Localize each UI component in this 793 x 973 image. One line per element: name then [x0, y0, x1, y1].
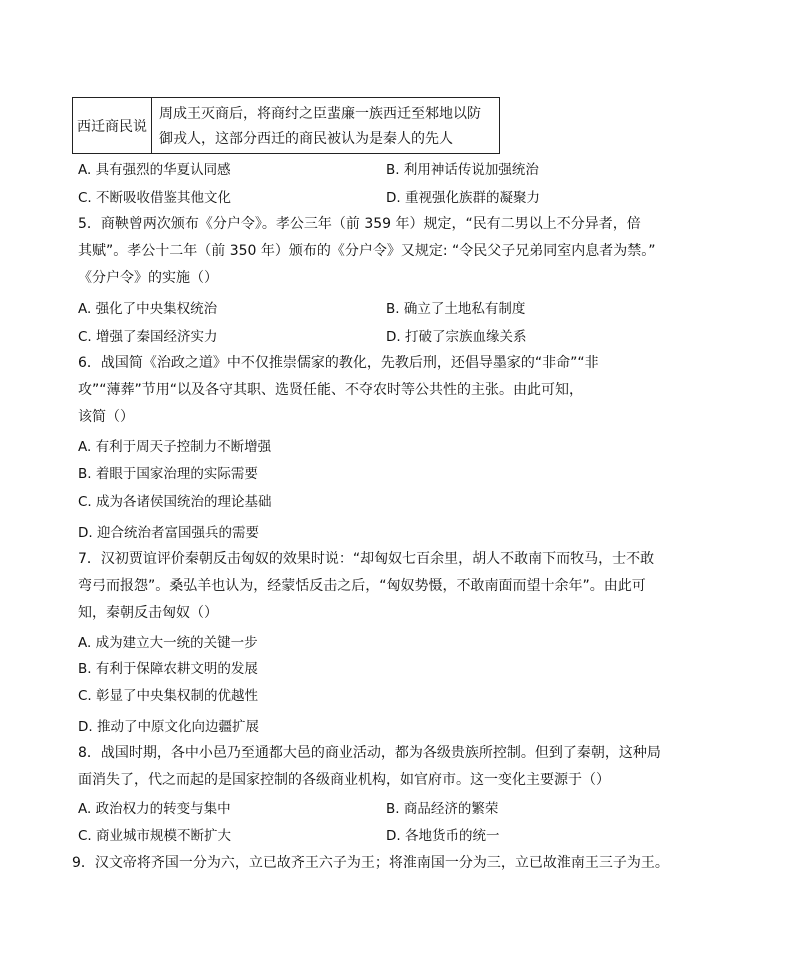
q4-option-c[interactable]: C. 不断吸收借鉴其他文化	[78, 190, 232, 206]
q7-stem-line3: 知，秦朝反击匈奴（）	[78, 605, 218, 621]
q5-stem-line1: 5．商鞅曾两次颁布《分户令》。孝公三年（前 359 年）规定，“民有二男以上不分异者，倍	[78, 216, 641, 232]
q4-table-line2: 御戎人，这部分西迁的商民被认为是秦人的先人	[159, 131, 453, 147]
q5-option-c[interactable]: C. 增强了秦国经济实力	[78, 329, 218, 345]
q6-stem-line1: 6．战国简《治政之道》中不仅推崇儒家的教化，先教后刑，还倡导墨家的“非命”“非	[78, 355, 599, 371]
q7-option-a[interactable]: A. 成为建立大一统的关键一步	[78, 635, 258, 651]
q6-stem-line3: 该简（）	[78, 409, 134, 425]
q7-option-d[interactable]: D. 推动了中原文化向边疆扩展	[78, 719, 259, 735]
q8-stem-line1: 8．战国时期，各中小邑乃至通都大邑的商业活动，都为各级贵族所控制。但到了秦朝，这种局	[78, 745, 661, 761]
q8-option-d[interactable]: D. 各地货币的统一	[386, 828, 500, 844]
q4-option-a[interactable]: A. 具有强烈的华夏认同感	[78, 162, 231, 178]
q8-option-b[interactable]: B. 商品经济的繁荣	[386, 801, 499, 817]
q6-option-b[interactable]: B. 着眼于国家治理的实际需要	[78, 466, 258, 482]
q4-table-content	[159, 102, 481, 152]
q5-stem-line2: 其赋”。孝公十二年（前 350 年）颁布的《分户令》又规定: “令民父子兄弟同室内息者为禁。”	[78, 243, 656, 259]
q4-source-table	[72, 97, 500, 154]
q8-stem-line2: 面消失了，代之而起的是国家控制的各级商业机构，如官府市。这一变化主要源于（）	[78, 772, 610, 788]
q6-option-c[interactable]: C. 成为各诸侯国统治的理论基础	[78, 494, 272, 510]
q6-option-d[interactable]: D. 迎合统治者富国强兵的需要	[78, 525, 259, 541]
q5-option-a[interactable]: A. 强化了中央集权统治	[78, 301, 218, 317]
q4-table-head: 西迁商民说	[73, 98, 152, 153]
q5-option-d[interactable]: D. 打破了宗族血缘关系	[386, 329, 527, 345]
q8-option-a[interactable]: A. 政治权力的转变与集中	[78, 801, 231, 817]
q9-stem-line1: 9．汉文帝将齐国一分为六，立已故齐王六子为王；将淮南国一分为三，立已故淮南王三子为王。	[72, 855, 669, 871]
q4-table-line1: 周成王灭商后，将商纣之臣蜚廉一族西迁至邾地以防	[159, 106, 481, 122]
q4-option-b[interactable]: B. 利用神话传说加强统治	[386, 162, 539, 178]
q5-stem-line3: 《分户令》的实施（）	[78, 270, 218, 286]
q6-option-a[interactable]: A. 有利于周天子控制力不断增强	[78, 439, 272, 455]
q7-stem-line2: 弯弓而报怨”。桑弘羊也认为，经蒙恬反击之后，“匈奴势慑，不敢南面而望十余年”。由此可	[78, 578, 646, 594]
q7-option-c[interactable]: C. 彰显了中央集权制的优越性	[78, 688, 259, 704]
q4-option-d[interactable]: D. 重视强化族群的凝聚力	[386, 190, 540, 206]
q5-option-b[interactable]: B. 确立了土地私有制度	[386, 301, 526, 317]
q8-option-c[interactable]: C. 商业城市规模不断扩大	[78, 828, 232, 844]
q7-stem-line1: 7．汉初贾谊评价秦朝反击匈奴的效果时说：“却匈奴七百余里，胡人不敢南下而牧马，士不敢	[78, 551, 655, 567]
q7-option-b[interactable]: B. 有利于保障农耕文明的发展	[78, 661, 258, 677]
q6-stem-line2: 攻”“薄葬”节用“以及各守其职、选贤任能、不夺农时等公共性的主张。由此可知，	[78, 382, 584, 398]
